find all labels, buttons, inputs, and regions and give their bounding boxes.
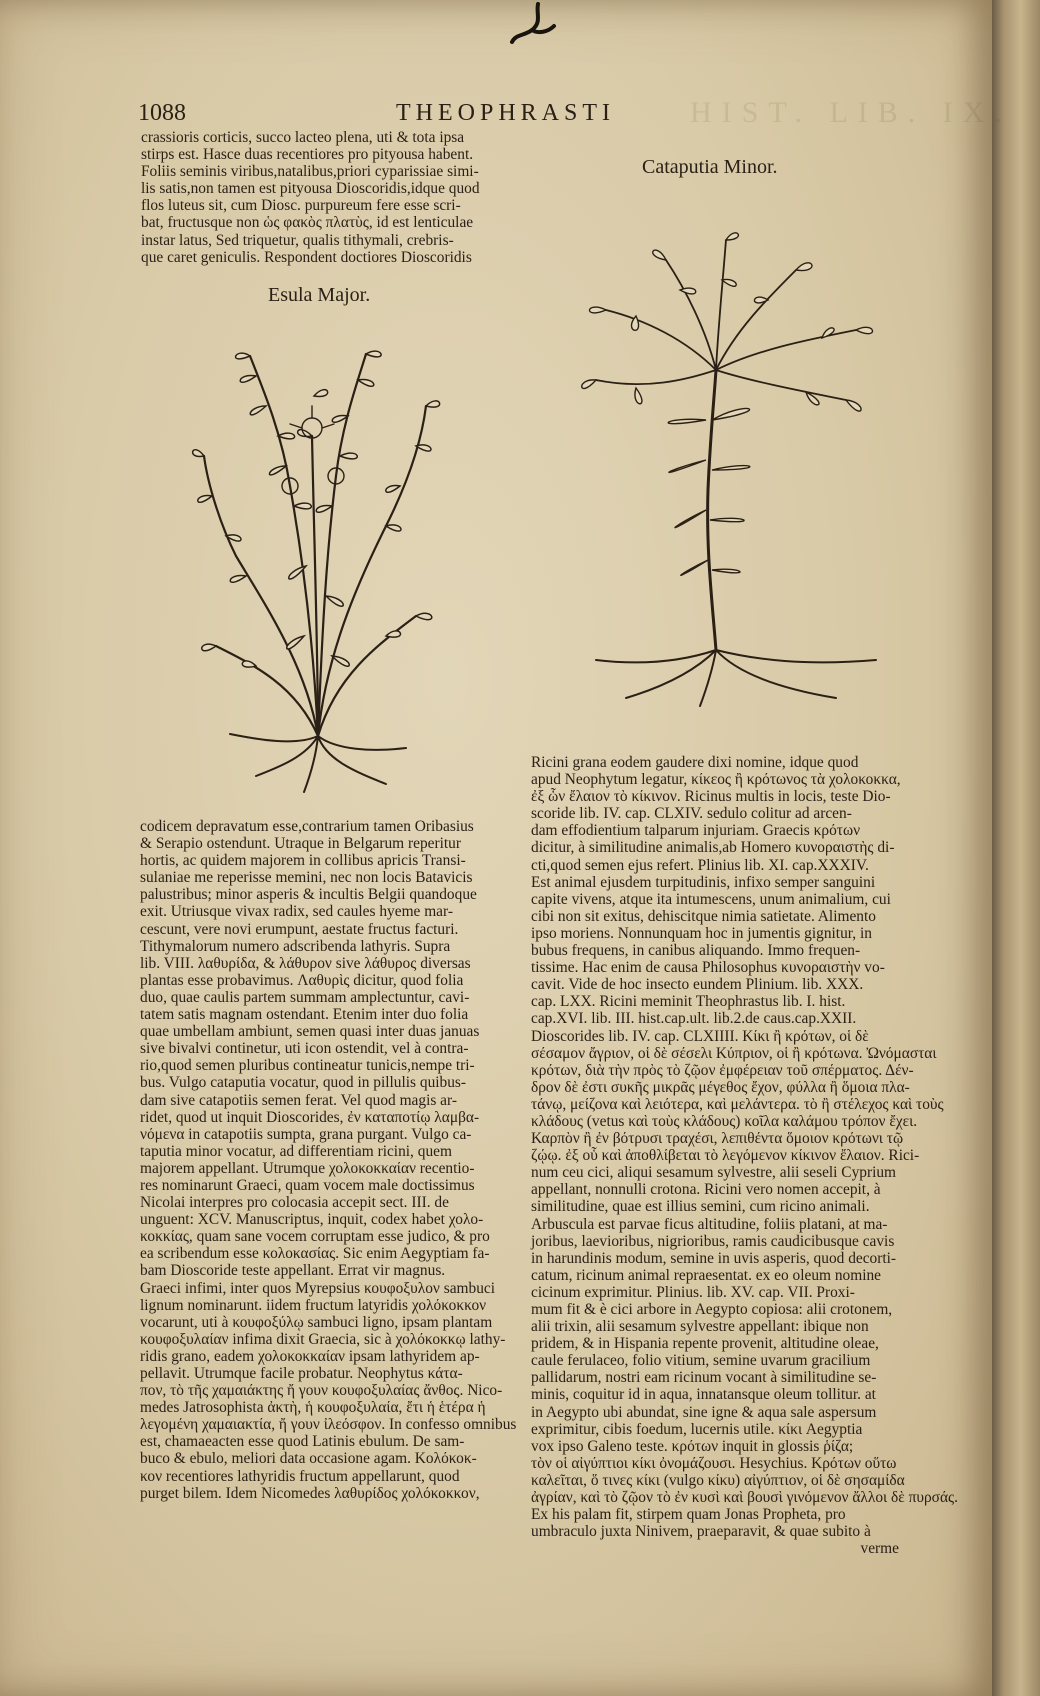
- text-line: cescunt, vere novi erumpunt, aestate fructus facturi.: [140, 920, 459, 938]
- text-line: cap.XVI. lib. III. hist.cap.ult. lib.2.de caus.cap.XXII.: [531, 1010, 857, 1028]
- text-line: Foliis seminis viribus,natalibus,priori cyparissiae simi-: [141, 163, 479, 181]
- text-line: dam sive catapotiis semen ferat. Vel quod magis ar-: [140, 1091, 457, 1109]
- text-line: sulaniae me reperisse memini, nec non locis Batavicis: [140, 869, 473, 887]
- text-line: dam effodientium talparum injuriam. Graecis κρότων: [531, 822, 861, 840]
- text-line: ἐξ ὧν ἔλαιον τὸ κίκινον. Ricinus multis in locis, teste Dio-: [531, 788, 891, 806]
- text-line: catum, ricinum animal repraesentat. ex eo oleum nomine: [531, 1266, 882, 1284]
- text-line: λεγομένη χαμαιακτία, ἤ γουν ἰλεόσφον. In confesso omnibus: [140, 1416, 517, 1434]
- text-line: crassioris corticis, succo lacteo plena, uti & tota ipsa: [141, 129, 465, 146]
- next-page-edge: [992, 0, 1040, 1696]
- text-line: cibi non sit exitus, dehiscitque nimia satietate. Alimento: [531, 907, 876, 925]
- text-line: flos luteus sit, cum Diosc. purpureum fere esse scri-: [141, 197, 461, 215]
- text-line: purget bilem. Idem Nicomedes λαθυρίδος χολόκοκκον,: [140, 1484, 480, 1502]
- text-line: bam Dioscoride teste appellant. Errat vir magnus.: [140, 1262, 446, 1280]
- text-line: similitudine, quae est illius semini, cum ricino animali.: [531, 1198, 870, 1216]
- text-line: scoride lib. IV. cap. CLXIV. sedulo colitur ad arcen-: [531, 805, 852, 823]
- text-line: apud Neophytum legatur, κίκεος ἢ κρότωνος τὰ χολοκοκκα,: [531, 771, 901, 789]
- text-line: lignum nominarunt. iidem fructum latyridis χολόκοκκον: [140, 1296, 487, 1314]
- text-line: ea scribendum esse κολοκασίας. Sic enim Aegyptiam fa-: [140, 1245, 490, 1263]
- text-line: stirps est. Hasce duas recentiores pro pityousa habent.: [141, 146, 474, 164]
- text-line: Nicolai interpres pro colocasia accepit sect. III. de: [140, 1194, 449, 1212]
- text-line: bus. Vulgo cataputia vocatur, quod in pillulis quibus-: [140, 1074, 467, 1092]
- text-line: νόμενα in catapotiis sumpta, grana purgant. Vulgo ca-: [140, 1125, 472, 1143]
- text-line: mum fit & è cici arbore in Aegypto copiosa: alii crotonem,: [531, 1301, 893, 1318]
- text-line: καλεῖται, ὅ τινες κίκι (vulgo κίκυ) αἰγύπτιον, οἱ δὲ σησαμίδα: [531, 1471, 905, 1489]
- text-line: Tithymalorum numero adscribenda lathyris. Supra: [140, 937, 451, 955]
- text-line: cicinum exprimitur. Plinius. lib. XV. cap. VII. Proxi-: [531, 1283, 855, 1301]
- text-line: appellant, nonnulli crotona. Ricini vero nomen accepit, à: [531, 1181, 881, 1199]
- text-line: ζῴῳ. ἐξ οὗ καὶ ἀποθλίβεται τὸ λεγόμενον κίκινον ἔλαιον. Rici-: [531, 1147, 920, 1165]
- text-line: cavit. Vide de hoc insecto eundem Plinium. lib. XXX.: [531, 976, 864, 994]
- text-line: caule ferulaceo, folio vitium, semine uvarum gracilium: [531, 1352, 871, 1370]
- text-line: vocarunt, uti à κουφοξύλῳ sambuci ligno, ipsam plantam: [140, 1313, 493, 1331]
- text-line: κον recentiores lathyridis fructum appellarunt, quod: [140, 1467, 460, 1485]
- bookmark-thread-icon: [508, 4, 556, 48]
- text-line: ridis grano, eadem χολοκοκκαίαν ipsam lathyridem ap-: [140, 1347, 480, 1365]
- text-line: Καρπὸν ἢ ἐν βότρυσι τραχέσι, λεπιθέντα ὅμοιον κρότωνι τῷ: [531, 1130, 904, 1148]
- text-line: est, chamaeacten esse quod Latinis ebulum. De sam-: [140, 1433, 465, 1451]
- text-line: ἀγρίαν, καὶ τὸ ζῷον τὸ ἐν κυσὶ καὶ βουσὶ γινόμενον ἄλλοι δὲ πυρσάς.: [531, 1489, 958, 1507]
- text-line: medes Jatrosophista ἀκτὴ, ἡ κουφοξυλαία, ἔτι ἡ ἑτέρα ἡ: [140, 1399, 486, 1417]
- text-line: palustribus; minor asperis & incultis Belgii quandoque: [140, 886, 477, 904]
- text-line: exit. Utriusque vivax radix, sed caules hyeme mar-: [140, 903, 453, 921]
- text-line: codicem depravatum esse,contrarium tamen Oribasius: [140, 818, 474, 835]
- text-line: bat, fructusque non ὡς φακὸς πλατὺς, id est lenticulae: [141, 214, 474, 232]
- text-line: Ricini grana eodem gaudere dixi nomine, idque quod: [531, 754, 859, 771]
- text-line: plantas esse probavimus. Λαθυρὶς dicitur, quod folia: [140, 971, 464, 989]
- text-line: majorem appellant. Utrumque χολοκοκκαίαν recentio-: [140, 1159, 475, 1177]
- text-line: & Serapio ostendunt. Utraque in Belgarum reperitur: [140, 835, 461, 853]
- text-line: in harundinis modum, semine in uvis asperis, quod decorti-: [531, 1249, 897, 1267]
- text-line: Arbuscula est parvae ficus altitudine, foliis platani, at ma-: [531, 1215, 888, 1233]
- text-line: cti,quod semen ejus refert. Plinius lib. XI. cap.XXXIV.: [531, 856, 869, 874]
- left-column-bottom-text: [140, 818, 517, 1502]
- text-line: κλάδους (vetus καὶ τοὺς κλάδους) κοῖλα καλάμου τρόπον ἔχει.: [531, 1112, 918, 1130]
- text-line: lis satis,non tamen est pityousa Dioscoridis,idque quod: [141, 180, 480, 198]
- text-line: Est animal ejusdem turpitudinis, infixo semper sanguini: [531, 873, 876, 891]
- esula-major-woodcut: [186, 336, 448, 796]
- text-line: que caret geniculis. Respondent doctiores Dioscoridis: [141, 248, 472, 266]
- caption-esula-major: Esula Major.: [268, 284, 371, 306]
- text-line: hortis, ac quidem majorem in collibus apricis Transi-: [140, 852, 466, 870]
- text-line: Ex his palam fit, stirpem quam Jonas Propheta, pro: [531, 1506, 846, 1524]
- catchword: verme: [860, 1540, 899, 1558]
- text-line: Dioscorides lib. IV. cap. CLXIIII. Κίκι ἢ κρότων, οἱ δὲ: [531, 1027, 869, 1045]
- text-line: capite vivens, atque ita intumescens, unum animalium, cui: [531, 890, 891, 908]
- text-line: ridet, quod ut inquit Dioscorides, ἐν καταποτίῳ λαμβα-: [140, 1108, 480, 1126]
- text-line: instar latus, Sed triquetur, qualis tithymali, crebris-: [141, 231, 454, 249]
- text-line: joribus, laevioribus, nigrioribus, ramis caudicibusque cavis: [531, 1232, 895, 1250]
- text-line: alii trixin, alii sesamum sylvestre appellant: ibique non: [531, 1318, 869, 1336]
- text-line: umbraculo juxta Ninivem, praeparavit, & quae subito à: [531, 1523, 871, 1541]
- text-line: pridem, & in Hispania repente provenit, altitudine oleae,: [531, 1335, 879, 1353]
- text-line: bubus frequens, in canibus aliquando. Immo frequen-: [531, 942, 861, 960]
- text-line: vox ipso Galeno teste. κρότων inquit in glossis ῥίζα;: [531, 1437, 854, 1455]
- text-line: pellavit. Utrumque facile probatur. Neophytus κάτα-: [140, 1365, 463, 1382]
- show-through-text: HIST. LIB. IX.: [690, 96, 1012, 129]
- left-column-top-text: [141, 129, 505, 266]
- text-line: δρον δὲ ἐστι συκῆς μικρᾶς μέγεθος ἔχον, φύλλα ἢ ὅμοια πλα-: [531, 1078, 910, 1096]
- text-line: tissime. Hac enim de causa Philosophus κυνοραιστὴν vo-: [531, 959, 885, 977]
- running-title: THEOPHRASTI: [396, 100, 616, 126]
- text-line: res nominarunt Graeci, quam vocem male doctissimus: [140, 1176, 475, 1194]
- text-line: pallidarum, nostri eam ricinum vocant à similitudine se-: [531, 1369, 877, 1387]
- text-line: buco & ebulo, meliori data occasione agam. Κολόκοκ-: [140, 1450, 477, 1468]
- text-line: κρότων, διὰ τὴν πρὸς τὸ ζῷον ἐμφέρειαν τοῦ σπέρματος. Δέν-: [531, 1061, 914, 1079]
- text-line: κουφοξυλαίαν infima dixit Graecia, sic à χολόκοκκῳ lathy-: [140, 1330, 506, 1348]
- text-line: rio,quod semen pluribus contineatur tunicis,nempe tri-: [140, 1057, 475, 1075]
- text-line: in Aegypto ubi abundat, sine igne & aqua sale aspersum: [531, 1403, 877, 1421]
- text-line: quae umbellam ambiunt, semen quasi inter duas januas: [140, 1023, 480, 1041]
- text-line: dicitur, à similitudine animalis,ab Homero κυνοραιστὴς di-: [531, 839, 895, 857]
- text-line: sive bivalvi continetur, uti icon ostendit, vel à contra-: [140, 1040, 469, 1058]
- text-line: κοκκίας, quam sane vocem corruptam esse judico, & pro: [140, 1228, 490, 1246]
- caption-cataputia-minor: Cataputia Minor.: [642, 156, 778, 178]
- text-line: tatem satis magnam ostendant. Etenim inter duo folia: [140, 1006, 469, 1024]
- text-line: σέσαμον ἄγριον, οἱ δὲ σέσελι Κύπριον, οἱ ἢ κρότωνα. Ὠνόμασται: [531, 1044, 937, 1062]
- text-line: τάνῳ, μείζονα καὶ λειότερα, καὶ μελάντερα. τὸ ἢ στέλεχος καὶ τοὺς: [531, 1095, 944, 1113]
- text-line: cap. LXX. Ricini meminit Theophrastus lib. I. hist.: [531, 993, 846, 1011]
- text-line: num ceu cici, aliqui sesamum sylvestre, alii seseli Cyprium: [531, 1164, 897, 1182]
- text-line: unguent: XCV. Manuscriptus, inquit, codex habet χολο-: [140, 1211, 484, 1229]
- text-line: lib. VIII. λαθυρίδα, & λάθυρον sive λάθυρος diversas: [140, 954, 471, 972]
- text-line: taputia minor vocatur, ad differentiam ricini, quem: [140, 1142, 452, 1160]
- text-line: exprimitur, cibis foedum, lucernis utile. κίκι Aegyptia: [531, 1420, 863, 1438]
- text-line: duo, quae caulis partem summam amplectuntur, cavi-: [140, 988, 470, 1006]
- page-header: [138, 100, 658, 130]
- text-line: ipso moriens. Nonnunquam hoc in jumentis gignitur, in: [531, 924, 872, 942]
- text-line: minis, coquitur id in aqua, innatansque oleum tollitur. at: [531, 1386, 876, 1404]
- text-line: Graeci infimi, inter quos Myrepsius κουφοξυλον sambuci: [140, 1279, 496, 1297]
- text-line: πον, τὸ τῆς χαμαιάκτης ἤ γουν κουφοξυλαίας ἄνθος. Nico-: [140, 1382, 503, 1400]
- page-number: 1088: [138, 100, 186, 126]
- cataputia-minor-woodcut: [556, 220, 894, 708]
- text-line: τὸν οἱ αἰγύπτιοι κίκι ὀνομάζουσι. Hesychius. Κρότων οὕτω: [531, 1454, 897, 1472]
- right-column-text: [531, 754, 958, 1558]
